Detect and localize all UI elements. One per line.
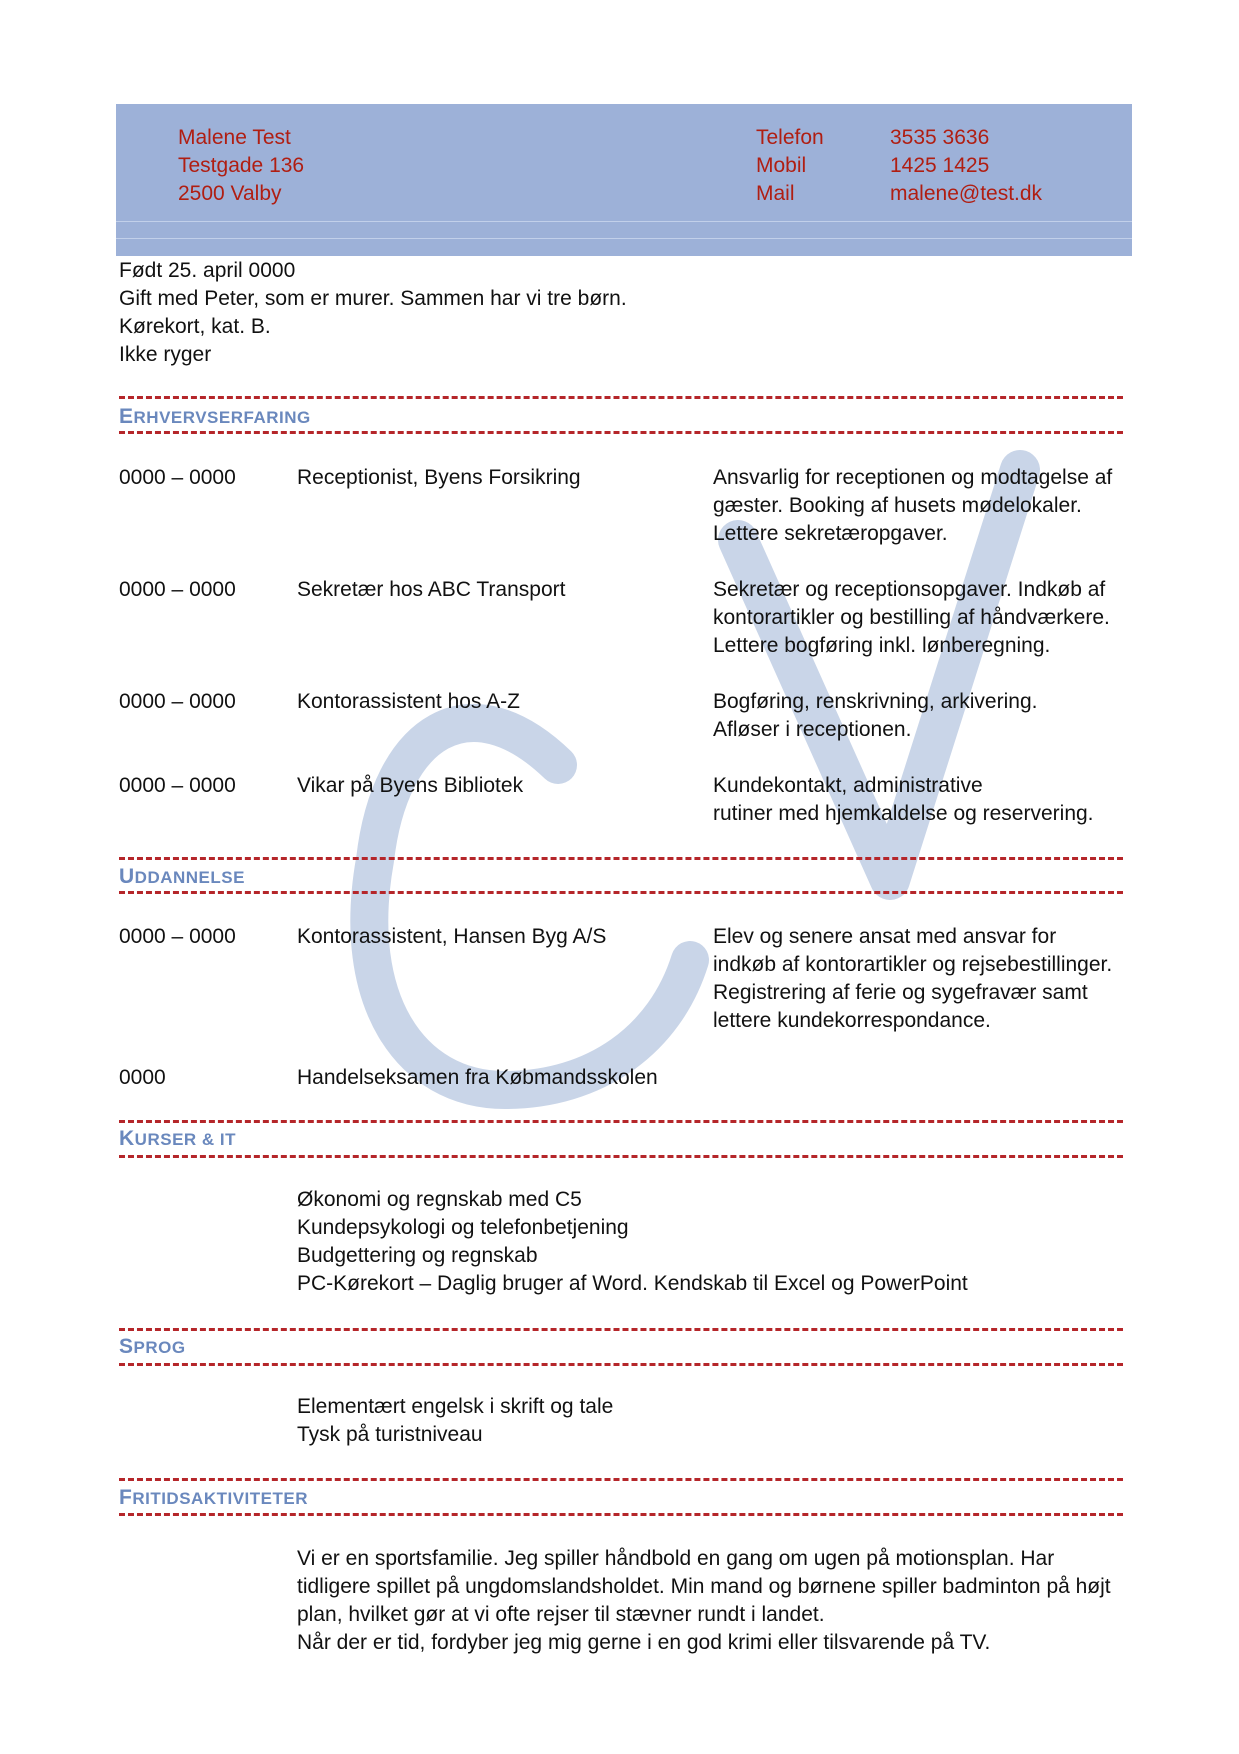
language-item: Tysk på turistniveau — [297, 1423, 483, 1446]
description-line: kontorartikler og bestilling af håndværkere. — [713, 606, 1110, 629]
hobbies-text — [297, 1545, 1111, 1657]
section-divider — [119, 431, 1123, 434]
contact-header — [116, 104, 1132, 256]
section-title-rest: URSER & IT — [134, 1130, 237, 1149]
section-title-rest: RITIDSAKTIVITETER — [132, 1489, 308, 1508]
work-role: Receptionist, Byens Forsikring — [297, 466, 581, 489]
section-title-rest: RHVERVSERFARING — [133, 408, 311, 427]
section-divider — [119, 1478, 1123, 1481]
drivers-license: Kørekort, kat. B. — [119, 315, 271, 338]
hobby-line: tidligere spillet på ungdomslandsholdet. Min mand og børnene spiller badminton på højt — [297, 1575, 1111, 1598]
header-name: Malene Test — [178, 126, 291, 149]
work-description — [713, 688, 1037, 744]
description-line: gæster. Booking af husets mødelokaler. — [713, 494, 1082, 517]
mobile-value: 1425 1425 — [890, 154, 990, 177]
courses-list — [297, 1186, 968, 1298]
mail-label: Mail — [756, 182, 795, 205]
section-title-courses — [119, 1128, 236, 1151]
education-title: Handelseksamen fra Købmandsskolen — [297, 1066, 658, 1089]
description-line: Lettere bogføring inkl. lønberegning. — [713, 634, 1051, 657]
work-period: 0000 – 0000 — [119, 466, 236, 489]
smoker-status: Ikke ryger — [119, 343, 212, 366]
section-title-languages — [119, 1336, 186, 1359]
section-divider — [119, 1363, 1123, 1366]
work-role: Sekretær hos ABC Transport — [297, 578, 566, 601]
section-title-initial: S — [119, 1335, 134, 1358]
section-title-hobbies — [119, 1487, 308, 1510]
section-title-work — [119, 406, 311, 429]
phone-label: Telefon — [756, 126, 824, 149]
section-divider — [119, 396, 1123, 399]
section-title-initial: U — [119, 865, 135, 888]
education-description — [713, 923, 1112, 1035]
languages-list — [297, 1393, 613, 1449]
work-period: 0000 – 0000 — [119, 690, 236, 713]
section-title-rest: DDANNELSE — [134, 868, 245, 887]
header-rule — [116, 221, 1132, 222]
header-city: 2500 Valby — [178, 182, 282, 205]
education-period: 0000 – 0000 — [119, 925, 236, 948]
description-line: Bogføring, renskrivning, arkivering. — [713, 690, 1038, 713]
course-item: Budgettering og regnskab — [297, 1244, 538, 1267]
description-line: lettere kundekorrespondance. — [713, 1009, 991, 1032]
description-line: Kundekontakt, administrative — [713, 774, 983, 797]
hobby-line: Når der er tid, fordyber jeg mig gerne i en god krimi eller tilsvarende på TV. — [297, 1631, 991, 1654]
section-title-initial: E — [119, 405, 134, 428]
description-line: Elev og senere ansat med ansvar for — [713, 925, 1057, 948]
education-title: Kontorassistent, Hansen Byg A/S — [297, 925, 607, 948]
work-role: Kontorassistent hos A-Z — [297, 690, 520, 713]
section-title-initial: K — [119, 1127, 135, 1150]
work-role: Vikar på Byens Bibliotek — [297, 774, 524, 797]
hobby-line: Vi er en sportsfamilie. Jeg spiller håndbold en gang om ugen på motionsplan. Har — [297, 1547, 1055, 1570]
description-line: rutiner med hjemkaldelse og reservering. — [713, 802, 1094, 825]
header-rule — [116, 238, 1132, 239]
description-line: Sekretær og receptionsopgaver. Indkøb af — [713, 578, 1106, 601]
description-line: Afløser i receptionen. — [713, 718, 912, 741]
section-divider — [119, 891, 1123, 894]
section-title-initial: F — [119, 1486, 133, 1509]
work-period: 0000 – 0000 — [119, 774, 236, 797]
mail-value: malene@test.dk — [890, 182, 1043, 205]
education-period: 0000 — [119, 1066, 166, 1089]
description-line: indkøb af kontorartikler og rejsebestillinger. — [713, 953, 1113, 976]
family-status: Gift med Peter, som er murer. Sammen har vi tre børn. — [119, 287, 627, 310]
section-divider — [119, 1328, 1123, 1331]
course-item: Økonomi og regnskab med C5 — [297, 1188, 582, 1211]
course-item: PC-Kørekort – Daglig bruger af Word. Kendskab til Excel og PowerPoint — [297, 1272, 968, 1295]
work-description — [713, 576, 1110, 660]
work-description — [713, 772, 1094, 828]
language-item: Elementært engelsk i skrift og tale — [297, 1395, 614, 1418]
section-title-education — [119, 866, 245, 889]
phone-value: 3535 3636 — [890, 126, 990, 149]
description-line: Registrering af ferie og sygefravær samt — [713, 981, 1088, 1004]
section-divider — [119, 1155, 1123, 1158]
header-street: Testgade 136 — [178, 154, 305, 177]
work-period: 0000 – 0000 — [119, 578, 236, 601]
section-divider — [119, 857, 1123, 860]
description-line: Lettere sekretæropgaver. — [713, 522, 948, 545]
section-title-rest: PROG — [133, 1338, 186, 1357]
course-item: Kundepsykologi og telefonbetjening — [297, 1216, 629, 1239]
birth-date: Født 25. april 0000 — [119, 259, 296, 282]
mobile-label: Mobil — [756, 154, 807, 177]
personal-info — [119, 257, 627, 369]
section-divider — [119, 1120, 1123, 1123]
description-line: Ansvarlig for receptionen og modtagelse af — [713, 466, 1113, 489]
section-divider — [119, 1513, 1123, 1516]
work-description — [713, 464, 1112, 548]
hobby-line: plan, hvilket gør at vi ofte rejser til stævner rundt i landet. — [297, 1603, 825, 1626]
